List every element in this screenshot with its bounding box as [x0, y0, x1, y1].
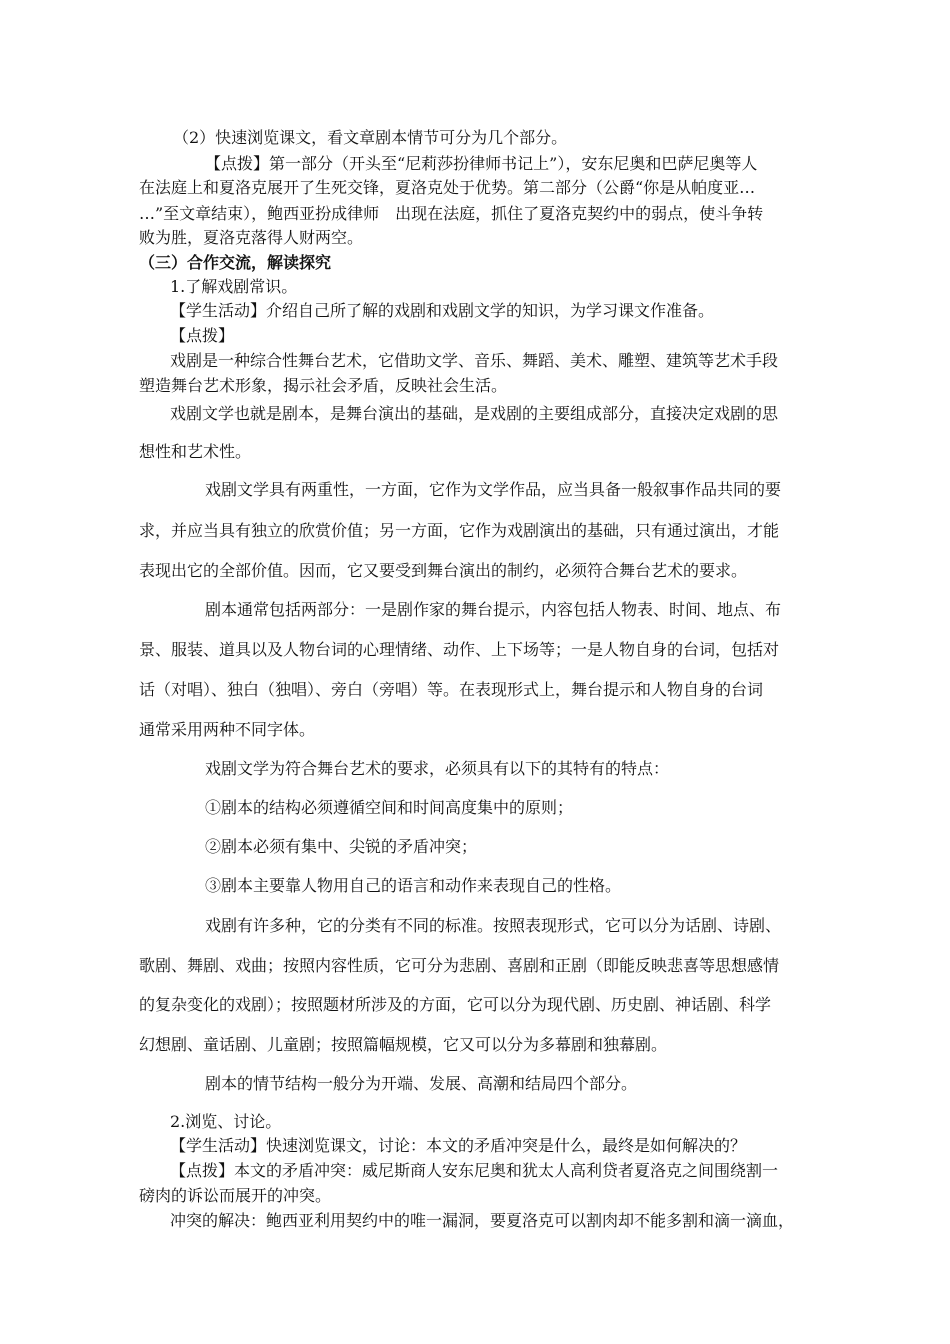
text-line: 戏剧是一种综合性舞台艺术，它借助文学、音乐、舞蹈、美术、雕塑、建筑等艺术手段: [170, 351, 779, 370]
text-line: 话（对唱）、独白（独唱）、旁白（旁唱）等。在表现形式上，舞台提示和人物自身的台词: [139, 680, 764, 699]
text-line: 【学生活动】介绍自己所了解的戏剧和戏剧文学的知识，为学习课文作准备。: [170, 301, 715, 320]
text-line: 表现出它的全部价值。因而，它又要受到舞台演出的制约，必须符合舞台艺术的要求。: [139, 561, 748, 580]
list-item: ③剧本主要靠人物用自己的语言和动作来表现自己的性格。: [205, 876, 622, 895]
text-line: 戏剧文学为符合舞台艺术的要求，必须具有以下的其特有的特点：: [205, 759, 670, 778]
text-line: 塑造舞台艺术形象，揭示社会矛盾，反映社会生活。: [139, 376, 508, 395]
text-line: 想性和艺术性。: [139, 442, 252, 461]
text-line: （2）快速浏览课文，看文章剧本情节可分为几个部分。: [173, 128, 568, 147]
text-line: 的复杂变化的戏剧）；按照题材所涉及的方面，它可以分为现代剧、历史剧、神话剧、科学: [139, 995, 772, 1014]
text-line: 【点拨】第一部分（开头至“尼莉莎扮律师书记上”），安东尼奥和巴萨尼奥等人: [205, 154, 758, 173]
text-line: 2.浏览、讨论。: [170, 1112, 282, 1131]
text-line: 戏剧有许多种，它的分类有不同的标准。按照表现形式，它可以分为话剧、诗剧、: [205, 916, 782, 935]
text-line: 在法庭上和夏洛克展开了生死交锋，夏洛克处于优势。第二部分（公爵“你是从帕度亚…: [139, 178, 756, 197]
text-line: 幻想剧、童话剧、儿童剧；按照篇幅规模，它又可以分为多幕剧和独幕剧。: [139, 1035, 668, 1054]
text-line: 败为胜，夏洛克落得人财两空。: [139, 228, 364, 247]
text-line: 景、服装、道具以及人物台词的心理情绪、动作、上下场等；一是人物自身的台词，包括对: [139, 640, 780, 659]
text-line: 磅肉的诉讼而展开的冲突。: [139, 1186, 332, 1205]
list-item: ②剧本必须有集中、尖锐的矛盾冲突；: [205, 837, 478, 856]
text-line: 求，并应当具有独立的欣赏价值；另一方面，它作为戏剧演出的基础，只有通过演出，才能: [139, 521, 780, 540]
list-item: ①剧本的结构必须遵循空间和时间高度集中的原则；: [205, 798, 574, 817]
text-line: 戏剧文学具有两重性，一方面，它作为文学作品，应当具备一般叙事作品共同的要: [205, 480, 782, 499]
text-line: 歌剧、舞剧、戏曲；按照内容性质，它可分为悲剧、喜剧和正剧（即能反映悲喜等思想感情: [139, 956, 780, 975]
text-line: 冲突的解决：鲍西亚利用契约中的唯一漏洞，要夏洛克可以割肉却不能多割和滴一滴血，: [170, 1211, 795, 1230]
text-line: 【点拨】: [170, 326, 235, 345]
text-line: 1.了解戏剧常识。: [170, 277, 298, 296]
text-line: 剧本的情节结构一般分为开端、发展、高潮和结局四个部分。: [205, 1074, 638, 1093]
text-line: 戏剧文学也就是剧本，是舞台演出的基础，是戏剧的主要组成部分，直接决定戏剧的思: [170, 404, 779, 423]
text-line: 【点拨】本文的矛盾冲突：威尼斯商人安东尼奥和犹太人高利贷者夏洛克之间围绕割一: [170, 1161, 779, 1180]
text-line: …”至文章结束），鲍西亚扮成律师 出现在法庭，抓住了夏洛克契约中的弱点，使斗争转: [139, 204, 764, 223]
text-line: 通常采用两种不同字体。: [139, 720, 316, 739]
section-heading: （三）合作交流，解读探究: [139, 253, 332, 272]
text-line: 【学生活动】快速浏览课文，讨论：本文的矛盾冲突是什么，最终是如何解决的？: [170, 1136, 747, 1155]
text-line: 剧本通常包括两部分：一是剧作家的舞台提示，内容包括人物表、时间、地点、布: [205, 600, 782, 619]
